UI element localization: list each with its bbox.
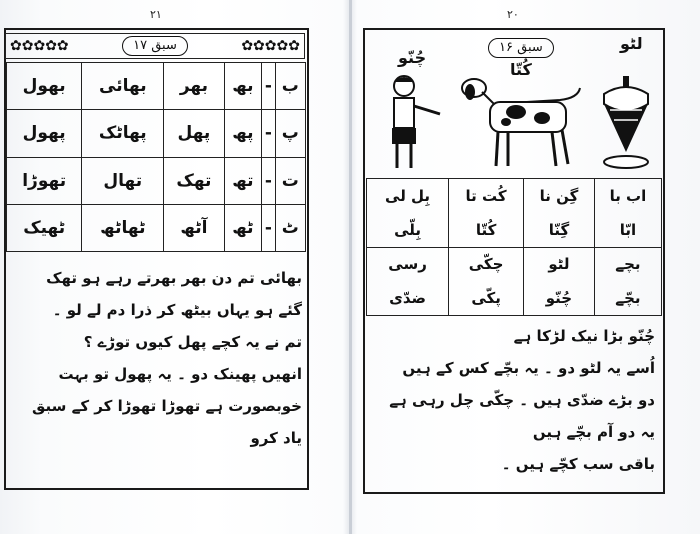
word-table-cell: بچّے [594, 281, 661, 315]
letter-table-cell: تھ [224, 157, 261, 204]
letter-table-cell: پ [275, 110, 305, 157]
letter-table-cell: بھول [7, 63, 82, 110]
word-table-cell: کُت تا [449, 179, 524, 213]
letter-table-cell: ت [275, 157, 305, 204]
word-table-cell: گِن نا [524, 179, 595, 213]
letter-table-cell: تھال [82, 157, 164, 204]
flower-ornament-icon: ✿✿✿✿✿ [241, 38, 300, 54]
word-table-cell: بچے [594, 247, 661, 281]
word-table-row [367, 213, 662, 247]
paragraph-line: انھیں پھینک دو ۔ یہ پھول تو بہت [58, 365, 302, 383]
paragraph-line: گئے ہو یہاں بیٹھ کر ذرا دم لے لو ۔ [52, 301, 302, 319]
flower-ornament-icon: ✿✿✿✿✿ [10, 38, 69, 54]
caption-dog: کُتّا [510, 60, 532, 79]
letter-table-cell: تھوڑا [7, 157, 82, 204]
letter-table [6, 62, 306, 252]
letter-table-cell: بھر [164, 63, 224, 110]
letter-table-cell: پھل [164, 110, 224, 157]
letter-table-cell: بھ [224, 63, 261, 110]
word-table-cell: کُتّا [449, 213, 524, 247]
word-table-cell: ضدّی [367, 281, 449, 315]
caption-boy: چُنّو [398, 48, 427, 67]
paragraph-line: بھائی تم دن بھر بھرتے رہے ہو تھک [46, 269, 302, 287]
word-table-cell: چکّی [449, 247, 524, 281]
lesson-title-right: سبق ۱۶ [488, 38, 554, 58]
word-table-cell: رسی [367, 247, 449, 281]
left-paragraph [12, 262, 302, 454]
left-page [0, 0, 349, 534]
right-paragraph [370, 320, 655, 480]
word-table [366, 178, 662, 316]
word-table-row [367, 281, 662, 315]
paragraph-line: چُنّو بڑا نیک لڑکا ہے [513, 327, 655, 345]
letter-table-cell: پھاٹک [82, 110, 164, 157]
word-table-cell: پکّی [449, 281, 524, 315]
word-table-cell: بِل لی [367, 179, 449, 213]
word-table-row [367, 179, 662, 213]
letter-table-row [7, 63, 306, 110]
paragraph-line: دو بڑے ضدّی ہیں ۔ چکّی چل رہی ہے [389, 391, 655, 409]
letter-table-cell: ٹھیک [7, 204, 82, 251]
paragraph-line: اُسے یہ لٹو دو ۔ یہ بچّے کس کے ہیں [402, 359, 655, 377]
letter-table-cell: تھک [164, 157, 224, 204]
paragraph-line: تم نے یہ کچے پھل کیوں توڑے ؟ [83, 333, 302, 351]
paragraph-line: باقی سب کچّے ہیں ۔ [501, 455, 655, 473]
paragraph-line: یہ دو آم بچّے ہیں [532, 423, 655, 441]
lesson-banner-left [5, 33, 305, 59]
dog-illustration [460, 74, 590, 174]
letter-table-cell: - [262, 204, 276, 251]
word-table-cell: اب با [594, 179, 661, 213]
right-page [352, 0, 700, 534]
word-table-cell: گِنّا [524, 213, 595, 247]
page-number-left: ۲۱ [150, 8, 162, 21]
word-table-row [367, 247, 662, 281]
letter-table-cell: پھول [7, 110, 82, 157]
caption-top: لٹو [620, 34, 643, 53]
word-table-cell: لٹو [524, 247, 595, 281]
letter-table-cell: ب [275, 63, 305, 110]
word-table-cell: چُنّو [524, 281, 595, 315]
lesson-title-left: سبق ۱۷ [122, 36, 188, 56]
word-table-cell: بِلّی [367, 213, 449, 247]
letter-table-row [7, 157, 306, 204]
letter-table-row [7, 204, 306, 251]
letter-table-cell: - [262, 110, 276, 157]
letter-table-cell: - [262, 157, 276, 204]
letter-table-cell: آٹھ [164, 204, 224, 251]
word-table-cell: ابّا [594, 213, 661, 247]
spinning-top-illustration [596, 74, 656, 174]
page-number-right: ۲۰ [507, 8, 519, 21]
letter-table-cell: ٹھ [224, 204, 261, 251]
boy-illustration [380, 72, 450, 172]
letter-table-cell: بھائی [82, 63, 164, 110]
letter-table-cell: - [262, 63, 276, 110]
letter-table-cell: پھ [224, 110, 261, 157]
letter-table-cell: ٹھاٹھ [82, 204, 164, 251]
letter-table-cell: ٹ [275, 204, 305, 251]
letter-table-row [7, 110, 306, 157]
paragraph-line: خوبصورت ہے تھوڑا تھوڑا کر کے سبق یاد کرو [31, 397, 302, 447]
